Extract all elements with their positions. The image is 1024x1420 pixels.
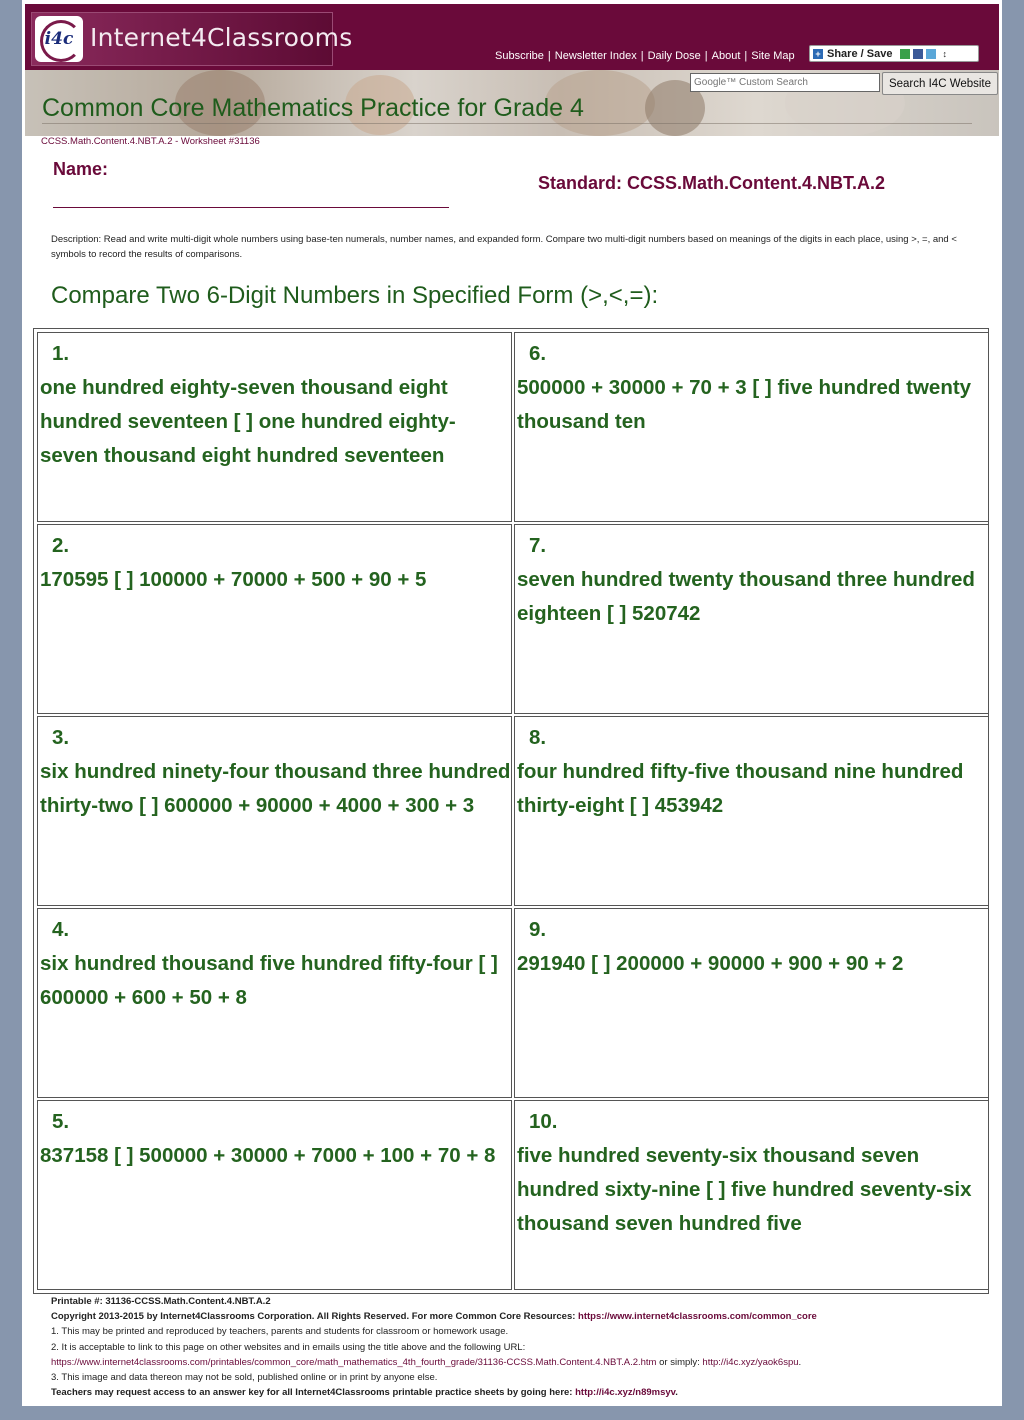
question-text: 291940 [ ] 200000 + 90000 + 900 + 90 + 2 [517,952,904,975]
nav-link-about[interactable]: About [711,50,741,62]
question-text: one hundred eighty-seven thousand eight hundred seventeen [ ] one hundred eighty-seven thousand eight hundred seventeen [40,376,456,467]
section-title: Compare Two 6-Digit Numbers in Specified Form (>,<,=): [51,282,659,309]
question-cell [514,524,989,714]
share-email-icon [900,49,910,59]
question-number: 9. [529,918,547,941]
answer-key-line: Teachers may request access to an answer key for all Internet4Classrooms printable practice sheets by going here: http://i4c.xyz/n89msyv. [51,1387,678,1399]
question-text: six hundred ninety-four thousand three hundred thirty-two [ ] 600000 + 90000 + 4000 + 300 + 3 [40,760,511,817]
question-number: 1. [52,342,70,365]
question-number: 7. [529,534,547,557]
questions-grid [33,328,989,1294]
description-text: Description: Read and write multi-digit whole numbers using base-ten numerals, number names, and expanded form. Compare two multi-digit numbers based on meanings of the digits in each place, using >, =, and < symbols to record the results of comparisons. [51,234,957,260]
question-cell [514,332,989,522]
question-cell [37,524,512,714]
short-url-link[interactable]: http://i4c.xyz/yaok6spu [702,1356,799,1368]
title-banner [25,70,999,136]
question-text: 500000 + 30000 + 70 + 3 [ ] five hundred twenty thousand ten [517,376,972,433]
usage-note-2: 2. It is acceptable to link to this page on other websites and in emails using the title above and the following URL: [51,1341,526,1353]
question-number: 2. [52,534,70,557]
question-text: four hundred fifty-five thousand nine hundred thirty-eight [ ] 453942 [517,760,964,817]
question-text: seven hundred twenty thousand three hundred eighteen [ ] 520742 [517,568,975,625]
logo-text: Internet4Classrooms [90,23,353,52]
question-text: six hundred thousand five hundred fifty-four [ ] 600000 + 600 + 50 + 8 [40,952,498,1009]
usage-note-3: 3. This image and data thereon may not be sold, published online or in print by anyone else. [51,1372,438,1384]
worksheet-url-link[interactable]: https://www.internet4classrooms.com/printables/common_core/math_mathematics_4th_fourth_grade/31136-CCSS.Math.Content.4.NBT.A.2.htm [51,1356,657,1368]
answer-key-link[interactable]: http://i4c.xyz/n89msyv [575,1387,676,1399]
title-divider [42,123,972,124]
question-number: 6. [529,342,547,365]
search-button[interactable]: Search I4C Website [882,72,998,95]
question-cell [514,716,989,906]
question-text: 837158 [ ] 500000 + 30000 + 7000 + 100 + 70 + 8 [40,1144,496,1167]
question-number: 5. [52,1110,70,1133]
share-dropdown-icon: ↕ [942,48,947,59]
page-title: Common Core Mathematics Practice for Grade 4 [42,94,584,122]
question-number: 4. [52,918,70,941]
nav-link-site-map[interactable]: Site Map [751,50,795,62]
question-cell [37,716,512,906]
nav-link-subscribe[interactable]: Subscribe [495,50,544,62]
site-header [25,4,999,70]
question-number: 10. [529,1110,558,1133]
common-core-link[interactable]: https://www.internet4classrooms.com/common_core [578,1311,817,1323]
share-save-button[interactable]: + Share / Save ↕ [809,45,979,62]
worksheet-reference: CCSS.Math.Content.4.NBT.A.2 - Worksheet #31136 [41,136,260,147]
copyright-line: Copyright 2013-2015 by Internet4Classrooms Corporation. All Rights Reserved. For more Common Core Resources: https://www.internet4classrooms.com/common_core [51,1311,817,1323]
name-label: Name: [53,159,109,179]
share-plus-icon: + [813,49,823,59]
question-cell [37,332,512,522]
printable-number: Printable #: 31136-CCSS.Math.Content.4.NBT.A.2 [51,1296,271,1307]
page [22,0,1002,1406]
question-cell [514,1100,989,1290]
page-footer [51,1294,996,1400]
question-cell [37,1100,512,1290]
nav-link-daily-dose[interactable]: Daily Dose [647,50,701,62]
logo-badge-icon: i4c [35,16,83,62]
worksheet-url-line: https://www.internet4classrooms.com/printables/common_core/math_mathematics_4th_fourth_grade/31136-CCSS.Math.Content.4.NBT.A.2.htm or simply: http://i4c.xyz/yaok6spu. [51,1356,802,1368]
question-cell [514,908,989,1098]
name-line [53,207,449,208]
site-logo[interactable] [31,12,353,66]
question-number: 3. [52,726,70,749]
facebook-icon [913,49,923,59]
twitter-icon [926,49,936,59]
question-cell [37,908,512,1098]
question-text: 170595 [ ] 100000 + 70000 + 500 + 90 + 5 [40,568,427,591]
top-navigation: Subscribe | Newsletter Index | Daily Dose | About | Site Map [495,50,795,62]
usage-note-1: 1. This may be printed and reproduced by teachers, parents and students for classroom or homework usage. [51,1326,509,1338]
question-number: 8. [529,726,547,749]
standard-label: Standard: CCSS.Math.Content.4.NBT.A.2 [538,173,886,193]
search-input[interactable] [690,73,880,92]
nav-link-newsletter-index[interactable]: Newsletter Index [554,50,637,62]
question-text: five hundred seventy-six thousand seven hundred sixty-nine [ ] five hundred seventy-six thousand seven hundred five [517,1144,972,1235]
